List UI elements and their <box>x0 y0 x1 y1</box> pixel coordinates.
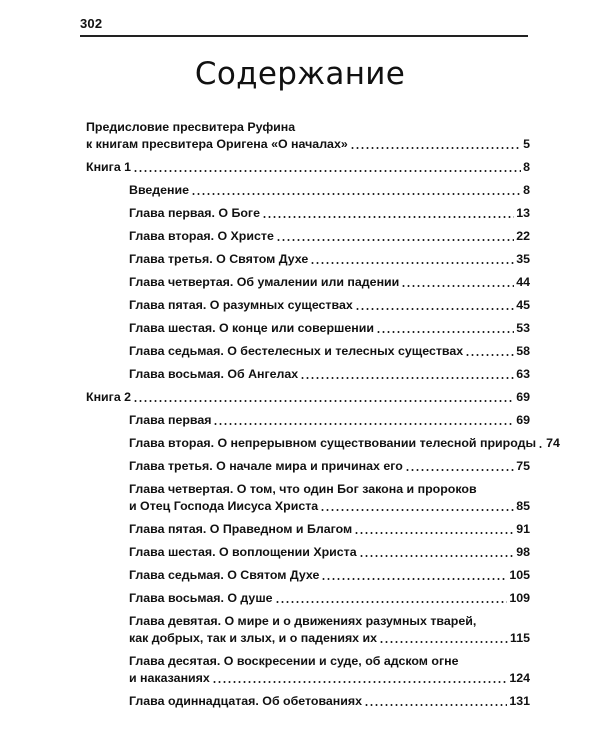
toc-entry-label: Книга 2 <box>86 390 132 404</box>
toc-entry-label: Глава третья. О начале мира и причинах его <box>129 459 403 473</box>
toc-entry-label: Глава шестая. О конце или совершении <box>129 321 374 335</box>
toc-page-number: 22 <box>516 229 530 243</box>
toc-entry-label: Глава седьмая. О бестелесных и телесных существах <box>129 344 464 358</box>
toc-entry[interactable] <box>86 320 530 337</box>
toc-entry[interactable] <box>86 544 530 561</box>
toc-page-number: 8 <box>523 183 530 197</box>
toc-entry-label: Глава вторая. О непрерывном существовании телесной природы <box>129 436 537 450</box>
leader-dots <box>359 555 515 557</box>
leader-dots <box>133 400 514 402</box>
toc-page-number: 69 <box>516 413 530 427</box>
toc-page-number: 35 <box>516 252 530 266</box>
leader-dots <box>379 641 508 643</box>
leader-dots <box>191 193 521 195</box>
toc-entry-label: как добрых, так и злых, и о падениях их <box>129 631 378 645</box>
toc-page-number: 115 <box>510 631 530 645</box>
toc-entry-label: Глава пятая. О разумных существах <box>129 298 353 312</box>
leader-dots <box>405 469 514 471</box>
toc-entry-label: Глава восьмая. О душе <box>129 591 273 605</box>
leader-dots <box>276 239 514 241</box>
toc-page-number: 5 <box>523 137 530 151</box>
toc-entry[interactable] <box>86 412 530 429</box>
toc-entry-preface-line1: Предисловие пресвитера Руфина <box>86 120 296 134</box>
leader-dots <box>133 170 521 172</box>
toc-page-number: 58 <box>516 344 530 358</box>
toc-entry-chapter4-line1: Глава четвертая. О том, что один Бог закона и пророков <box>129 482 477 496</box>
toc-entry-label: Глава третья. О Святом Духе <box>129 252 309 266</box>
toc-entry[interactable] <box>86 182 530 199</box>
toc-entry-chapter10-line1: Глава десятая. О воскресении и суде, об адском огне <box>129 654 459 668</box>
toc-entry-label: Глава шестая. О воплощении Христа <box>129 545 357 559</box>
toc-entry-book2[interactable] <box>86 389 530 406</box>
toc-page-number: 53 <box>516 321 530 335</box>
toc-entry-label: Глава пятая. О Праведном и Благом <box>129 522 353 536</box>
toc-entry[interactable] <box>86 297 530 314</box>
toc-entry-chapter10[interactable] <box>86 670 530 687</box>
leader-dots <box>465 354 514 356</box>
leader-dots <box>376 331 514 333</box>
toc-entry[interactable] <box>86 366 530 383</box>
toc-page-number: 44 <box>516 275 530 289</box>
toc-entry[interactable] <box>86 590 530 607</box>
toc-entry-preface[interactable] <box>86 136 530 153</box>
header-rule <box>80 35 528 37</box>
toc-page-number: 63 <box>516 367 530 381</box>
toc-page-number: 69 <box>516 390 530 404</box>
toc-page-number: 109 <box>509 591 530 605</box>
toc-entry-label: Глава первая <box>129 413 212 427</box>
leader-dots <box>364 704 507 706</box>
toc-entry[interactable] <box>86 435 560 452</box>
toc-entry[interactable] <box>86 228 530 245</box>
toc-page-number: 85 <box>516 499 530 513</box>
toc-entry[interactable] <box>86 251 530 268</box>
toc-entry-chapter9[interactable] <box>86 630 530 647</box>
toc-page-number: 74 <box>546 436 560 450</box>
toc-entry[interactable] <box>86 567 530 584</box>
toc-entry-label: к книгам пресвитера Оригена «О началах» <box>86 137 348 151</box>
toc-entry-label: Книга 1 <box>86 160 132 174</box>
toc-entry-chapter9-line1: Глава девятая. О мире и о движениях разумных тварей, <box>129 614 477 628</box>
toc-page-number: 131 <box>509 694 530 708</box>
leader-dots <box>262 216 514 218</box>
leader-dots <box>300 377 514 379</box>
toc-page-number: 91 <box>516 522 530 536</box>
leader-dots <box>354 532 514 534</box>
toc-entry[interactable] <box>86 458 530 475</box>
toc-page-number: 8 <box>523 160 530 174</box>
leader-dots <box>321 578 507 580</box>
page-title: Содержание <box>194 56 406 92</box>
toc-entry-label: Глава вторая. О Христе <box>129 229 274 243</box>
toc-entry-book1[interactable] <box>86 159 530 176</box>
leader-dots <box>320 509 514 511</box>
toc-entry-label: Глава одиннадцатая. Об обетованиях <box>129 694 363 708</box>
toc-entry[interactable] <box>86 521 530 538</box>
toc-entry-label: Глава первая. О Боге <box>129 206 260 220</box>
leader-dots <box>275 601 508 603</box>
table-of-contents <box>86 119 560 710</box>
toc-page-number: 98 <box>516 545 530 559</box>
page-number: 302 <box>80 16 103 31</box>
toc-entry-chapter4[interactable] <box>86 498 530 515</box>
toc-entry[interactable] <box>86 274 530 291</box>
toc-entry-label: Глава восьмая. Об Ангелах <box>129 367 299 381</box>
leader-dots <box>310 262 514 264</box>
leader-dots <box>350 147 521 149</box>
leader-dots <box>212 681 508 683</box>
toc-page-number: 13 <box>516 206 530 220</box>
toc-entry-label: Глава седьмая. О Святом Духе <box>129 568 320 582</box>
toc-entry-label: и наказаниях <box>129 671 210 685</box>
toc-entry-label: Глава четвертая. Об умалении или падении <box>129 275 400 289</box>
leader-dots <box>401 285 514 287</box>
leader-dots <box>538 446 544 448</box>
toc-entry[interactable] <box>86 205 530 222</box>
toc-page-number: 75 <box>516 459 530 473</box>
leader-dots <box>213 423 514 425</box>
toc-entry[interactable] <box>86 343 530 360</box>
toc-entry-label: и Отец Господа Иисуса Христа <box>129 499 319 513</box>
toc-page-number: 124 <box>509 671 530 685</box>
toc-entry-label: Введение <box>129 183 190 197</box>
leader-dots <box>355 308 514 310</box>
toc-page-number: 45 <box>516 298 530 312</box>
toc-entry-chapter11[interactable] <box>86 693 530 710</box>
toc-page-number: 105 <box>509 568 530 582</box>
